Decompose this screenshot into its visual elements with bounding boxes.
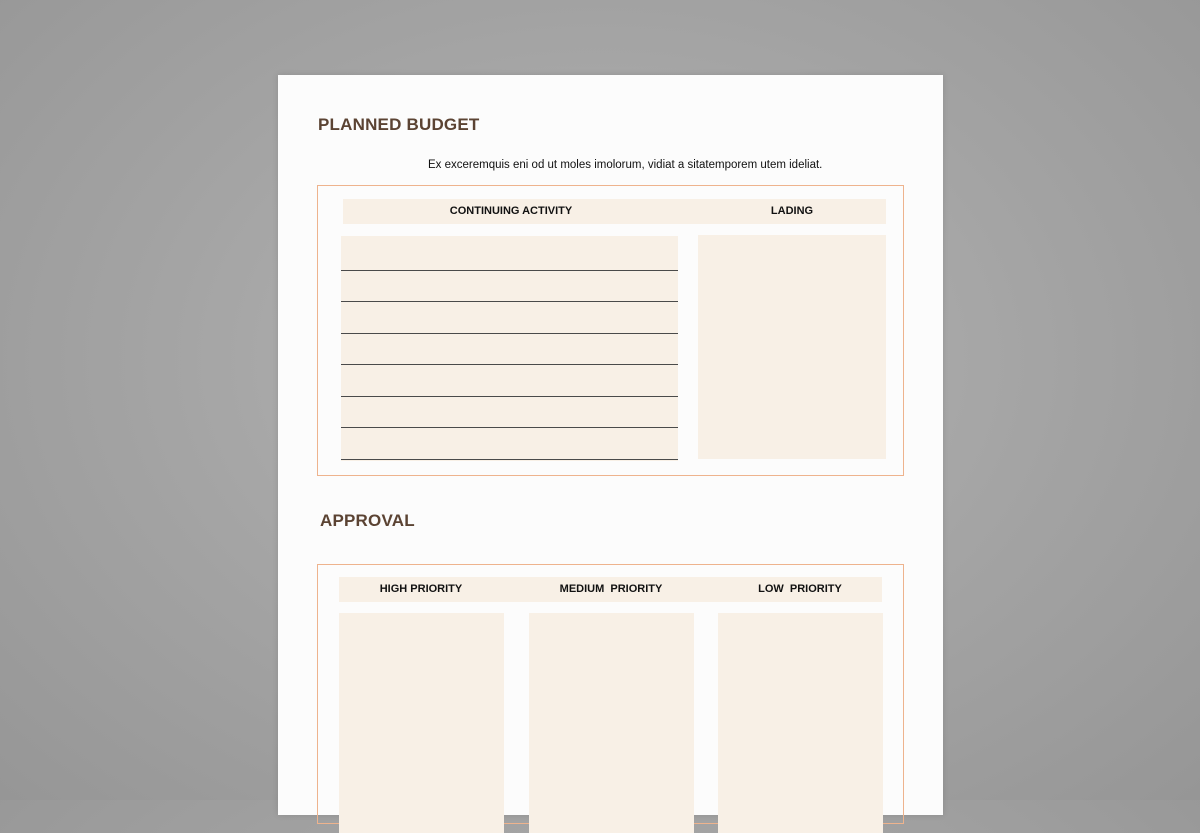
- low-priority-box[interactable]: [718, 613, 883, 833]
- ruled-line: [341, 301, 678, 302]
- low-priority-header: LOW PRIORITY: [758, 583, 842, 595]
- document-page: [278, 75, 943, 815]
- continuing-activity-lines[interactable]: [341, 236, 678, 461]
- lading-header: LADING: [770, 205, 814, 217]
- ruled-line: [341, 396, 678, 397]
- lading-box[interactable]: [698, 235, 886, 459]
- ruled-line: [341, 427, 678, 428]
- high-priority-header: HIGH PRIORITY: [379, 583, 463, 595]
- planned-budget-subtitle: Ex exceremquis eni od ut moles imolorum, vidiat a sitatemporem utem ideliat.: [428, 159, 823, 171]
- ruled-line: [341, 364, 678, 365]
- ruled-line: [341, 270, 678, 271]
- planned-budget-title: PLANNED BUDGET: [318, 115, 480, 134]
- continuing-activity-header: CONTINUING ACTIVITY: [449, 205, 573, 217]
- approval-frame: [317, 564, 904, 824]
- medium-priority-box[interactable]: [529, 613, 694, 833]
- planned-budget-frame: [317, 185, 904, 476]
- ruled-line: [341, 333, 678, 334]
- medium-priority-header: MEDIUM PRIORITY: [559, 583, 663, 595]
- approval-title: APPROVAL: [320, 511, 415, 530]
- planned-budget-header: [343, 199, 886, 224]
- approval-header: [339, 577, 882, 602]
- ruled-line: [341, 459, 678, 460]
- high-priority-box[interactable]: [339, 613, 504, 833]
